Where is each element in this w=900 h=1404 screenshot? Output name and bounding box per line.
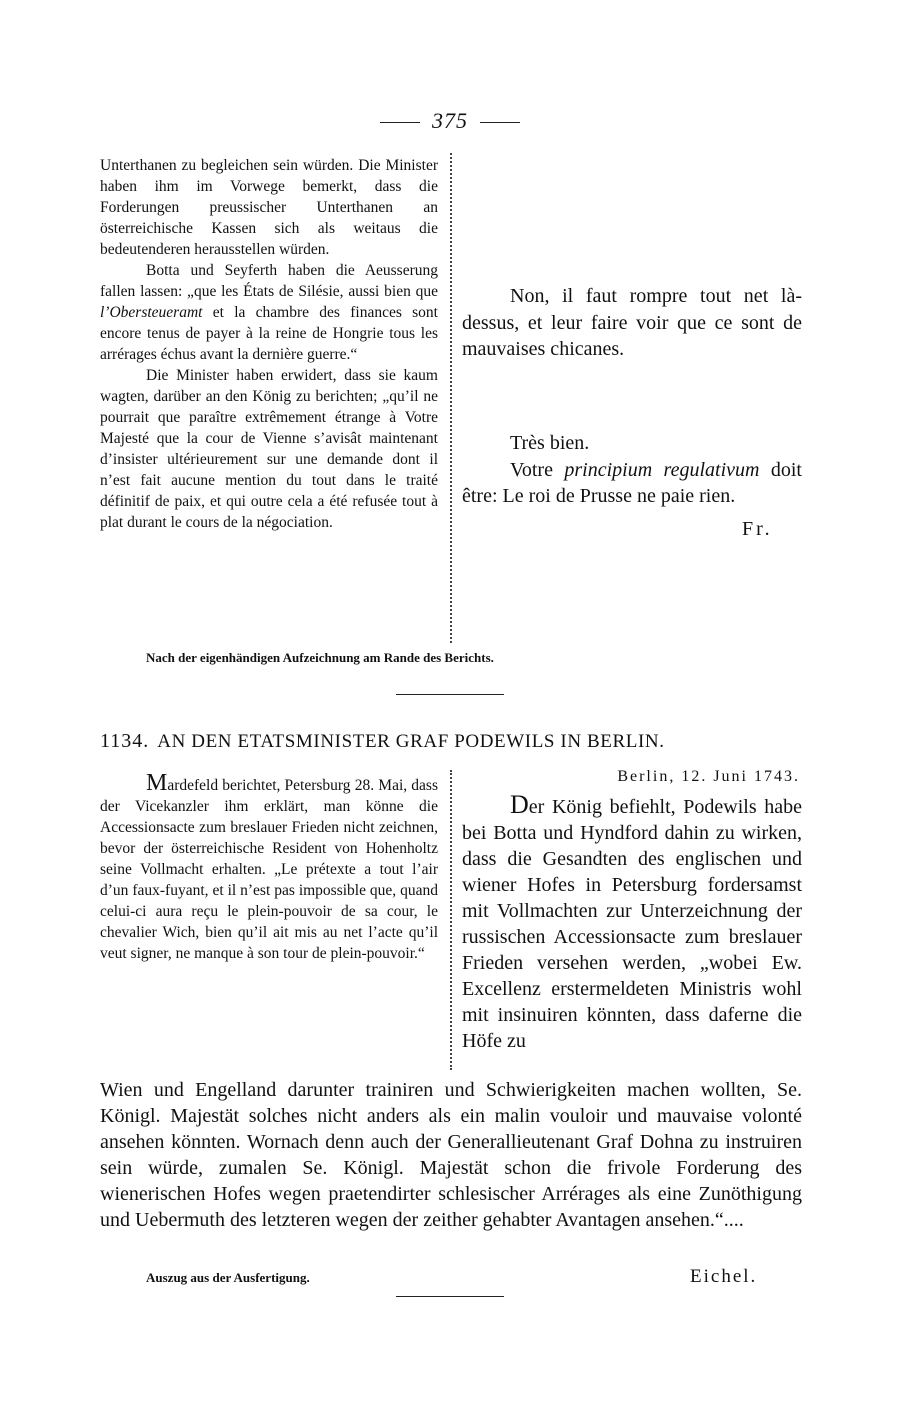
marginal-signature: Fr. [742, 518, 773, 540]
summary-paragraph-2 [100, 260, 438, 365]
section-rule-1 [396, 694, 504, 695]
section-rule-2 [396, 1296, 504, 1297]
column-divider-bottom [450, 770, 452, 1070]
marginal-decision-2 [462, 430, 802, 510]
letter-column-text: er König befiehlt, Podewils habe bei Botta und Hyndford dahin zu wirken, dass die Gesandten des englischen und wiener Hofes in Petersburg fordersamst mit Vollmachten zur Unterzeichnung der russischen Accessionsacte zum breslauer Frieden versehen werden, „wobei Ew. Excellenz erstermeldeten Ministris wohl mit insinuiren könnten, dass daferne die Höfe zu [462, 796, 802, 1052]
report-summary-column [100, 155, 438, 533]
letter-column-paragraph [462, 792, 802, 1054]
marginal-decision-1 [462, 283, 802, 363]
mardefeld-text: ardefeld berichtet, Petersburg 28. Mai, dass der Vicekanzler ihm erklärt, man könne die Accessionsacte zum breslauer Frieden nicht zeichnen, bevor der österreichische Resident von Hohenholtz seine Vollmacht erhalten. „Le prétexte a tout l’air d’un faux-fuyant, et il n’est pas impossible que, quand celui-ci aura reçu le plein-pouvoir de sa cour, le chevalier Wich, bien qu’il ait mis au net l’acte qu’il veut signer, ne manque à son tour de plein-pouvoir.“ [100, 777, 438, 962]
mardefeld-summary [100, 770, 438, 964]
page-number-line [0, 108, 900, 134]
dropcap-d: D [510, 790, 529, 819]
dash-right [480, 122, 520, 123]
document-title: AN DEN ETATSMINISTER GRAF PODEWILS IN BERLIN. [157, 731, 665, 752]
document-heading [100, 730, 810, 753]
p2-pre: Botta und Seyferth haben die Aeusserung fallen lassen: „que les États de Silésie, aussi bien que [100, 262, 438, 300]
m3-italic: principium regulativum [564, 458, 760, 481]
dateline: Berlin, 12. Juni 1743. [617, 768, 800, 785]
summary-paragraph-1: Unterthanen zu begleichen sein würden. Die Minister haben ihm im Vorwege bemerkt, dass die Forderungen preussischer Unterthanen an österreichische Kassen sich als weitaus die bedeutenderen herausstellen würden. [100, 157, 438, 258]
p2-post: et la chambre des finances sont encore tenus de payer à la reine de Hongrie tous les arrérages échus avant la dernière guerre.“ [100, 304, 438, 363]
marginal-text-1: Non, il faut rompre tout net là-dessus, et leur faire voir que ce sont de mauvaises chicanes. [462, 285, 802, 360]
m3-post: doit être: Le roi de Prusse ne paie rien. [462, 458, 802, 507]
column-divider-top [450, 153, 452, 643]
m3-pre: Votre [510, 458, 565, 481]
source-note-1: Nach der eigenhändigen Aufzeichnung am Rande des Berichts. [146, 650, 494, 665]
dash-left [380, 122, 420, 123]
marginal-text-3 [462, 457, 802, 510]
letter-full-width [100, 1077, 802, 1233]
p2-italic: l’Obersteueramt [100, 304, 203, 321]
document-number: 1134. [100, 730, 150, 752]
signature: Eichel. [690, 1266, 758, 1287]
letter-full-text: Wien und Engelland darunter trainiren und Schwierigkeiten machen wollten, Se. Königl. Majestät solches nicht anders als ein malin vouloir und mauvaise volonté ansehen könnten. Wornach denn auch der Generallieutenant Graf Dohna zu instruiren sein würde, zumalen Se. Königl. Majestät schon die frivole Forderung des wienerischen Hofes wegen praetendirter schlesischer Arrérages als eine Zunöthigung und Uebermuth des letzteren wegen der zeither gehabter Avantagen ansehen.“.... [100, 1079, 802, 1231]
marginal-text-2: Très bien. [510, 432, 590, 454]
letter-column [462, 792, 802, 1054]
summary-paragraph-3: Die Minister haben erwidert, dass sie kaum wagten, darüber an den König zu berichten; „qu’il ne pourrait que paraître extrêmement étrange à Votre Majesté que la cour de Vienne s’avisât maintenant d’insister ultérieurement sur une demande dont il n’est fait aucune mention du tout dans le traité définitif de paix, et qui outre cela a été refusée tout à plat durant le cours de la négociation. [100, 367, 438, 531]
dropcap-m: M [146, 770, 168, 796]
source-note-2: Auszug aus der Ausfertigung. [146, 1270, 310, 1285]
mardefeld-paragraph [100, 770, 438, 964]
page-number: 375 [432, 108, 468, 133]
